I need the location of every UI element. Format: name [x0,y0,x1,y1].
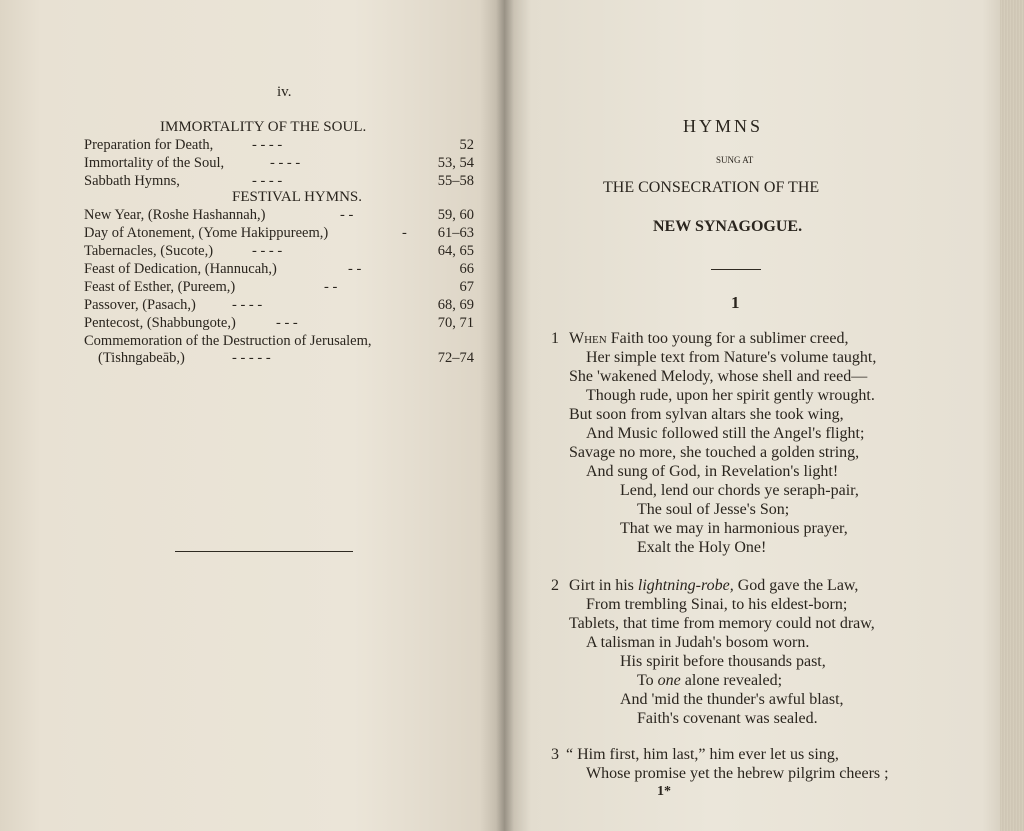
book-spine [496,0,514,831]
verse-line: Exalt the Holy One! [637,539,767,556]
verse-line: Faith's covenant was sealed. [637,710,818,727]
verse-line [569,577,858,595]
verse-line: And Music followed still the Angel's flight; [586,425,865,442]
toc-entry-label: Commemoration of the Destruction of Jerusalem, [84,333,372,349]
section-heading-immortality: IMMORTALITY OF THE SOUL. [160,119,367,135]
toc-entry-pages: 53, 54 [437,155,474,171]
title-divider [711,269,761,270]
verse-line [569,330,848,348]
toc-entry-label: Immortality of the Soul, [84,155,225,171]
sung-at-label: SUNG AT [716,155,754,165]
toc-entry-label: Day of Atonement, (Yome Hakippureem,) [84,225,329,241]
verse-line: His spirit before thousands past, [620,653,826,670]
verse-line: Savage no more, she touched a golden string, [569,444,860,461]
subtitle-synagogue: NEW SYNAGOGUE. [653,218,803,235]
verse-line: Though rude, upon her spirit gently wrought. [586,387,875,404]
verse-line: And sung of God, in Revelation's light! [586,463,839,480]
verse-text: God gave the Law, [733,577,859,594]
toc-entry-leader: - - - - [270,155,301,171]
toc-entry-leader: - - - - - [232,350,271,366]
toc-entry-label: Passover, (Pasach,) [84,297,196,313]
subtitle-consecration: THE CONSECRATION OF THE [603,179,820,196]
toc-entry-pages: 61–63 [437,225,474,241]
toc-entry-leader: - - [324,279,338,295]
toc-entry-label: Preparation for Death, [84,137,214,153]
toc-entry-pages: 68, 69 [437,297,474,313]
verse-text: Girt in his [569,577,638,594]
verse-line: “ Him first, him last,” him ever let us sing, [566,746,839,763]
toc-entry-pages: 67 [459,279,474,295]
toc-entry-leader: - - - - [252,173,283,189]
toc-entry-label: Sabbath Hymns, [84,173,180,189]
toc-entry-leader: - - - - [252,243,283,259]
toc-entry-label: Feast of Esther, (Pureem,) [84,279,236,295]
signature-mark: 1* [657,784,671,799]
verse-line: But soon from sylvan altars she took wing, [569,406,844,423]
divider-rule [175,551,353,552]
section-heading-festival: FESTIVAL HYMNS. [232,189,363,205]
stanza-number: 2 [551,577,559,594]
toc-entry-pages: 55–58 [437,173,474,189]
toc-entry-pages: 59, 60 [437,207,474,223]
page-edges [1000,0,1024,831]
toc-entry-pages: 66 [459,261,474,277]
toc-entry-leader: - - - - [252,137,283,153]
verse-line: The soul of Jesse's Son; [637,501,790,518]
toc-entry-leader: - [402,225,407,241]
verse-line: And 'mid the thunder's awful blast, [620,691,844,708]
verse-italic: one [657,672,681,689]
verse-text: Faith too young for a sublimer creed, [610,330,849,347]
stanza-number: 3 [551,746,559,763]
toc-entry-label: New Year, (Roshe Hashannah,) [84,207,266,223]
toc-entry-label: (Tishngabeāb,) [98,350,185,366]
toc-entry-leader: - - - [276,315,298,331]
toc-entry-pages: 72–74 [437,350,474,366]
verse-line: Whose promise yet the hebrew pilgrim cheers ; [586,765,889,782]
toc-entry-label: Tabernacles, (Sucote,) [84,243,214,259]
verse-line: She 'wakened Melody, whose shell and reed— [569,368,868,385]
verse-line: Tablets, that time from memory could not draw, [569,615,875,632]
verse-line [637,672,782,690]
toc-entry-pages: 70, 71 [437,315,474,331]
toc-entry-pages: 64, 65 [437,243,474,259]
toc-entry-leader: - - - - [232,297,263,313]
toc-entry-label: Pentecost, (Shabbungote,) [84,315,236,331]
verse-line: Lend, lend our chords ye seraph-pair, [620,482,859,499]
toc-entry-label: Feast of Dedication, (Hannucah,) [84,261,277,277]
hymns-title: HYMNS [683,116,764,136]
hymn-number: 1 [731,293,740,312]
drop-word: When [569,330,607,347]
toc-entry-leader: - - [340,207,354,223]
verse-text: To [637,672,658,689]
toc-entry-pages: 52 [459,137,474,153]
verse-line: A talisman in Judah's bosom worn. [586,634,810,651]
verse-line: Her simple text from Nature's volume taught, [586,349,877,366]
verse-italic: lightning-robe, [637,577,734,594]
verse-line: That we may in harmonious prayer, [620,520,848,537]
verse-line: From trembling Sinai, to his eldest-born; [586,596,848,613]
toc-entry-leader: - - [348,261,362,277]
stanza-number: 1 [551,330,559,347]
verse-text: alone revealed; [680,672,783,689]
page-number: iv. [277,84,292,100]
